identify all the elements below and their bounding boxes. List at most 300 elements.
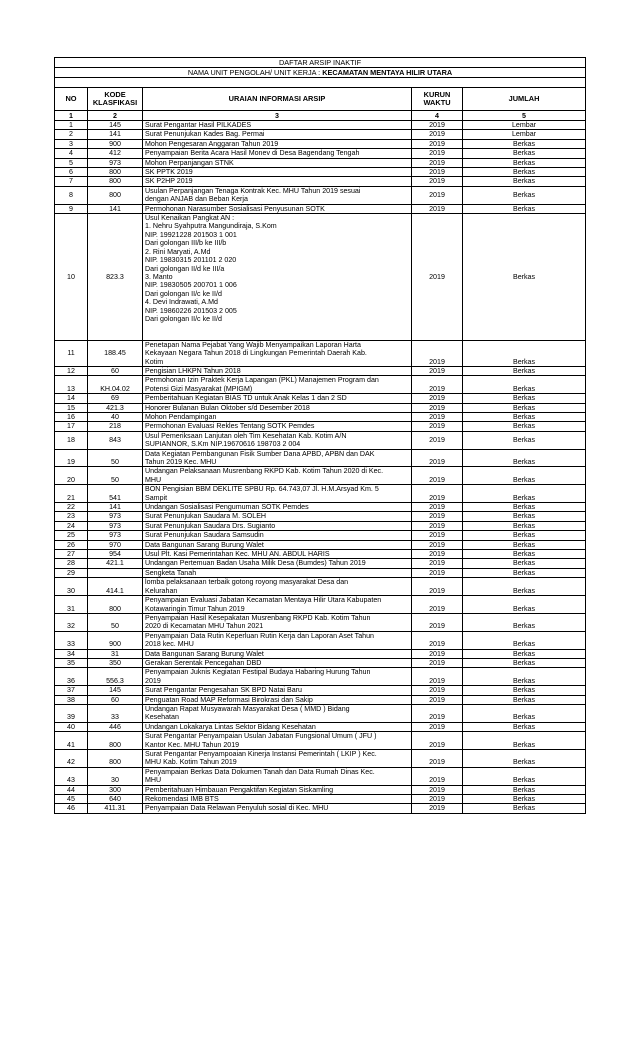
- uraian-line: dengan ANJAB dan Beban Kerja: [145, 195, 248, 204]
- row-kode: 31: [88, 649, 143, 658]
- row-kode: 141: [88, 204, 143, 213]
- uraian-line: Undangan Pelaksanaan Musrenbang RKPD Kab. Kotim Tahun 2020 di Kec.: [145, 467, 384, 476]
- row-kode: 640: [88, 795, 143, 804]
- row-kurun: 2019: [412, 139, 463, 148]
- row-jumlah: Berkas: [463, 578, 586, 596]
- row-uraian: [143, 686, 412, 695]
- table-row: [55, 658, 586, 667]
- row-kurun: 2019: [412, 568, 463, 577]
- table-row: [55, 130, 586, 139]
- uraian-line: Data Bangunan Sarang Burung Walet: [145, 540, 264, 549]
- row-no: 26: [55, 540, 88, 549]
- row-no: 8: [55, 186, 88, 204]
- row-jumlah: Berkas: [463, 804, 586, 813]
- row-uraian: [143, 376, 412, 394]
- row-kurun: 2019: [412, 366, 463, 375]
- table-row: [55, 340, 586, 366]
- row-jumlah: Berkas: [463, 658, 586, 667]
- row-kode: 350: [88, 658, 143, 667]
- uraian-line: Surat Penunjukan Saudara Drs. Sugianto: [145, 521, 276, 530]
- row-no: 45: [55, 795, 88, 804]
- row-no: 24: [55, 521, 88, 530]
- row-no: 43: [55, 767, 88, 785]
- uraian-line: Kantor Kec. MHU Tahun 2019: [145, 740, 240, 749]
- row-no: 25: [55, 531, 88, 540]
- row-kurun: 2019: [412, 177, 463, 186]
- row-no: 23: [55, 512, 88, 521]
- table-row: [55, 631, 586, 649]
- uraian-line: Surat Pengantar Hasil PILKADES: [145, 121, 252, 129]
- row-jumlah: Berkas: [463, 631, 586, 649]
- row-kurun: 2019: [412, 559, 463, 568]
- row-uraian: [143, 704, 412, 722]
- uraian-line: Dari golongan III/b ke III/b: [145, 239, 227, 248]
- table-row: [55, 568, 586, 577]
- uraian-line: 2020 di Kecamatan MHU Tahun 2021: [145, 622, 264, 631]
- row-no: 41: [55, 732, 88, 750]
- row-uraian: [143, 785, 412, 794]
- row-kode: 218: [88, 422, 143, 431]
- row-jumlah: Berkas: [463, 695, 586, 704]
- row-uraian: [143, 750, 412, 768]
- row-kurun: 2019: [412, 340, 463, 366]
- row-jumlah: Berkas: [463, 732, 586, 750]
- col-index-3: 3: [143, 111, 412, 121]
- table-row: [55, 422, 586, 431]
- uraian-line: Mohon Perpanjangan STNK: [145, 158, 234, 167]
- col-index-4: 4: [412, 111, 463, 121]
- row-jumlah: Berkas: [463, 214, 586, 341]
- row-kurun: 2019: [412, 540, 463, 549]
- header-no: NO: [55, 88, 88, 111]
- row-jumlah: Berkas: [463, 485, 586, 503]
- row-kode: 60: [88, 695, 143, 704]
- row-jumlah: Berkas: [463, 568, 586, 577]
- header-kode-line1: KODE: [104, 89, 126, 99]
- row-no: 31: [55, 596, 88, 614]
- row-uraian: [143, 578, 412, 596]
- row-no: 29: [55, 568, 88, 577]
- row-kurun: 2019: [412, 512, 463, 521]
- row-kurun: 2019: [412, 686, 463, 695]
- uraian-line: Usul Plt. Kasi Pemerintahan Kec. MHU AN. ABDUL HARIS: [145, 550, 330, 559]
- row-kode: 900: [88, 139, 143, 148]
- row-uraian: [143, 722, 412, 731]
- uraian-line: Usul Kenaikan Pangkat AN :: [145, 214, 235, 223]
- row-kode: 141: [88, 130, 143, 139]
- uraian-line: NIP. 19921228 201503 1 001: [145, 230, 237, 239]
- archive-table: [54, 57, 586, 814]
- unit-label: NAMA UNIT PENGOLAH/ UNIT KERJA :: [187, 67, 323, 77]
- row-kode: 50: [88, 613, 143, 631]
- row-kode: 69: [88, 394, 143, 403]
- row-uraian: [143, 422, 412, 431]
- row-kode: 40: [88, 412, 143, 421]
- table-row: [55, 578, 586, 596]
- row-jumlah: Berkas: [463, 158, 586, 167]
- row-kurun: 2019: [412, 168, 463, 177]
- table-row: [55, 158, 586, 167]
- col-index-2: 2: [88, 111, 143, 121]
- row-no: 34: [55, 649, 88, 658]
- row-jumlah: Berkas: [463, 649, 586, 658]
- row-kode: 800: [88, 186, 143, 204]
- row-kode: 30: [88, 767, 143, 785]
- header-kurun-line2: WAKTU: [423, 98, 451, 107]
- row-uraian: [143, 139, 412, 148]
- table-row: [55, 722, 586, 731]
- row-jumlah: Lembar: [463, 121, 586, 130]
- row-kurun: 2019: [412, 149, 463, 158]
- row-uraian: [143, 394, 412, 403]
- row-uraian: [143, 431, 412, 449]
- row-uraian: [143, 449, 412, 467]
- row-jumlah: Berkas: [463, 449, 586, 467]
- uraian-line: [145, 323, 409, 331]
- row-jumlah: Berkas: [463, 422, 586, 431]
- uraian-line: Honorer Bulanan Bulan Oktober s/d Desember 2018: [145, 403, 310, 412]
- table-row: [55, 613, 586, 631]
- row-kurun: 2019: [412, 394, 463, 403]
- document-title: DAFTAR ARSIP INAKTIF: [55, 58, 586, 68]
- row-uraian: [143, 130, 412, 139]
- row-kurun: 2019: [412, 503, 463, 512]
- uraian-line: Gerakan Serentak Pencegahan DBD: [145, 658, 262, 667]
- row-kurun: 2019: [412, 204, 463, 213]
- header-uraian: URAIAN INFORMASI ARSIP: [143, 88, 412, 111]
- table-row: [55, 550, 586, 559]
- row-uraian: [143, 695, 412, 704]
- uraian-line: NIP. 19830505 200701 1 006: [145, 281, 237, 290]
- uraian-line: NIP. 19830315 201101 2 020: [145, 256, 237, 265]
- row-jumlah: Berkas: [463, 531, 586, 540]
- row-kode: 414.1: [88, 578, 143, 596]
- uraian-line: Permohonan Narasumber Sosialisasi Penyusunan SOTK: [145, 204, 325, 213]
- row-uraian: [143, 186, 412, 204]
- uraian-line: Surat Penunjukan Saudara Samsudin: [145, 531, 264, 540]
- row-kode: 421.1: [88, 559, 143, 568]
- table-row: [55, 376, 586, 394]
- row-uraian: [143, 568, 412, 577]
- uraian-line: Usul Pemeriksaan Lanjutan oleh Tim Kesehatan Kab. Kotim A/N: [145, 431, 347, 440]
- uraian-line: 2. Rini Maryati, A.Md: [145, 247, 211, 256]
- uraian-line: Pemberitahuan Himbauan Pengaktifan Kegiatan Siskamling: [145, 785, 334, 794]
- row-kode: 50: [88, 467, 143, 485]
- table-row: [55, 186, 586, 204]
- row-no: 2: [55, 130, 88, 139]
- row-kurun: 2019: [412, 649, 463, 658]
- row-jumlah: Berkas: [463, 795, 586, 804]
- row-kurun: 2019: [412, 750, 463, 768]
- row-jumlah: Berkas: [463, 686, 586, 695]
- row-jumlah: Berkas: [463, 467, 586, 485]
- table-row: [55, 394, 586, 403]
- row-jumlah: Berkas: [463, 366, 586, 375]
- header-kurun: [412, 88, 463, 111]
- row-jumlah: Berkas: [463, 704, 586, 722]
- table-row: [55, 521, 586, 530]
- row-uraian: [143, 158, 412, 167]
- row-no: 36: [55, 668, 88, 686]
- table-row: [55, 168, 586, 177]
- uraian-line: Surat Penunjukan Saudara M. SOLEH: [145, 512, 267, 521]
- uraian-line: Surat Pengantar Penyampoaian Kinerja Instansi Pemerintah ( LKIP ) Kec.: [145, 750, 377, 759]
- table-row: [55, 403, 586, 412]
- uraian-line: Undangan Sosialisasi Pengumuman SOTK Pemdes: [145, 503, 309, 512]
- row-no: 38: [55, 695, 88, 704]
- row-jumlah: Berkas: [463, 340, 586, 366]
- uraian-line: 2018 kec. MHU: [145, 640, 194, 649]
- row-no: 18: [55, 431, 88, 449]
- uraian-line: Penetapan Nama Pejabat Yang Wajib Menyampaikan Laporan Harta: [145, 340, 361, 349]
- row-no: 11: [55, 340, 88, 366]
- row-jumlah: Berkas: [463, 503, 586, 512]
- row-no: 42: [55, 750, 88, 768]
- uraian-line: Kotim: [145, 357, 164, 366]
- row-uraian: [143, 512, 412, 521]
- row-no: 21: [55, 485, 88, 503]
- table-row: [55, 512, 586, 521]
- uraian-line: Penguatan Road MAP Reformasi Birokrasi dan Sakip: [145, 695, 313, 704]
- row-kurun: 2019: [412, 431, 463, 449]
- row-uraian: [143, 531, 412, 540]
- uraian-line: NIP. 19860226 201503 2 005: [145, 306, 237, 315]
- uraian-line: Penyampaian Berkas Data Dokumen Tanah dan Data Rumah Dinas Kec.: [145, 767, 375, 776]
- table-row: [55, 467, 586, 485]
- row-kode: 970: [88, 540, 143, 549]
- row-no: 28: [55, 559, 88, 568]
- uraian-line: Undangan Rapat Musyawarah Masyarakat Desa ( MMD ) Bidang: [145, 704, 350, 713]
- row-kode: 60: [88, 366, 143, 375]
- row-kode: 556.3: [88, 668, 143, 686]
- uraian-line: SUPIANNOR, S.Km NIP.19670616 198703 2 004: [145, 440, 301, 449]
- row-uraian: [143, 550, 412, 559]
- header-kode: [88, 88, 143, 111]
- uraian-line: Penyampaian Data Rutin Keperluan Rutin Kerja dan Laporan Aset Tahun: [145, 631, 374, 640]
- row-no: 20: [55, 467, 88, 485]
- row-kode: 800: [88, 596, 143, 614]
- uraian-line: Data Bangunan Sarang Burung Walet: [145, 649, 264, 658]
- uraian-line: Kelurahan: [145, 586, 178, 595]
- row-kode: KH.04.02: [88, 376, 143, 394]
- row-uraian: [143, 204, 412, 213]
- row-kurun: 2019: [412, 485, 463, 503]
- table-row: [55, 686, 586, 695]
- table-row: [55, 785, 586, 794]
- table-row: [55, 139, 586, 148]
- row-kode: 843: [88, 431, 143, 449]
- row-kurun: 2019: [412, 186, 463, 204]
- archive-sheet: [54, 57, 585, 814]
- row-uraian: [143, 149, 412, 158]
- uraian-line: Rekomendasi IMB BTS: [145, 795, 219, 804]
- row-uraian: [143, 658, 412, 667]
- row-no: 7: [55, 177, 88, 186]
- table-row: [55, 366, 586, 375]
- row-kode: 541: [88, 485, 143, 503]
- row-no: 35: [55, 658, 88, 667]
- row-kode: 145: [88, 686, 143, 695]
- row-kurun: 2019: [412, 130, 463, 139]
- row-jumlah: Berkas: [463, 186, 586, 204]
- row-kode: 446: [88, 722, 143, 731]
- uraian-line: Permohonan Evaluasi Rekles Tentang SOTK Pemdes: [145, 422, 315, 431]
- uraian-line: Data Kegiatan Pembangunan Fisik Sumber Dana APBD, APBN dan DAK: [145, 449, 375, 458]
- row-kurun: 2019: [412, 631, 463, 649]
- uraian-line: Penyampaian Berita Acara Hasil Monev di Desa Bagendang Tengah: [145, 149, 360, 158]
- uraian-line: Dari golongan II/d ke III/a: [145, 264, 225, 273]
- row-kode: 800: [88, 168, 143, 177]
- row-uraian: [143, 804, 412, 813]
- col-index-5: 5: [463, 111, 586, 121]
- row-jumlah: Berkas: [463, 512, 586, 521]
- row-kode: 33: [88, 704, 143, 722]
- row-jumlah: Lembar: [463, 130, 586, 139]
- row-no: 6: [55, 168, 88, 177]
- row-uraian: [143, 366, 412, 375]
- row-no: 12: [55, 366, 88, 375]
- row-kurun: 2019: [412, 613, 463, 631]
- row-jumlah: Berkas: [463, 177, 586, 186]
- uraian-line: Undangan Pertemuan Badan Usaha Milik Desa (Bumdes) Tahun 2019: [145, 559, 366, 568]
- table-row: [55, 767, 586, 785]
- uraian-line: Usulan Perpanjangan Tenaga Kontrak Kec. MHU Tahun 2019 sesuai: [145, 186, 361, 195]
- row-kurun: 2019: [412, 121, 463, 130]
- row-jumlah: Berkas: [463, 613, 586, 631]
- uraian-line: Mohon Pengesaran Anggaran Tahun 2019: [145, 139, 279, 148]
- table-row: [55, 804, 586, 813]
- row-kurun: 2019: [412, 658, 463, 667]
- table-row: [55, 531, 586, 540]
- row-jumlah: Berkas: [463, 376, 586, 394]
- row-no: 46: [55, 804, 88, 813]
- row-jumlah: Berkas: [463, 204, 586, 213]
- row-kurun: 2019: [412, 704, 463, 722]
- uraian-line: Permohonan Izin Praktek Kerja Lapangan (PKL) Manajemen Program dan: [145, 376, 379, 385]
- table-row: [55, 412, 586, 421]
- row-kurun: 2019: [412, 578, 463, 596]
- row-no: 14: [55, 394, 88, 403]
- row-uraian: [143, 521, 412, 530]
- uraian-line: Kotawaringin Timur Tahun 2019: [145, 604, 245, 613]
- row-uraian: [143, 340, 412, 366]
- row-kurun: 2019: [412, 376, 463, 394]
- table-row: [55, 750, 586, 768]
- row-uraian: [143, 649, 412, 658]
- header-kode-line2: KLASFIKASI: [92, 98, 138, 107]
- table-row: [55, 503, 586, 512]
- row-kurun: 2019: [412, 804, 463, 813]
- uraian-line: Kekayaan Negara Tahun 2018 di Lingkungan Pemerintah Daerah Kab.: [145, 349, 367, 358]
- uraian-line: 1. Nehru Syahputra Mangundiraja, S.Kom: [145, 222, 277, 231]
- row-kurun: 2019: [412, 732, 463, 750]
- row-kurun: 2019: [412, 158, 463, 167]
- row-no: 37: [55, 686, 88, 695]
- row-jumlah: Berkas: [463, 559, 586, 568]
- uraian-line: MHU: [145, 776, 162, 785]
- row-kode: 411.31: [88, 804, 143, 813]
- uraian-line: Pemberitahuan Kegiatan BIAS TD untuk Anak Kelas 1 dan 2 SD: [145, 394, 347, 403]
- row-uraian: [143, 596, 412, 614]
- uraian-line: Penyampaian Evaluasi Jabatan Kecamatan Mentaya Hilir Utara Kabupaten: [145, 596, 382, 605]
- table-row: [55, 485, 586, 503]
- uraian-line: Kesehatan: [145, 713, 179, 722]
- uraian-line: BON Pengisian BBM DEKLITE SPBU Rp. 64.743,07 Jl. H.M.Arsyad Km. 5: [145, 485, 379, 494]
- row-jumlah: Berkas: [463, 168, 586, 177]
- row-kurun: 2019: [412, 422, 463, 431]
- row-uraian: [143, 503, 412, 512]
- row-no: 17: [55, 422, 88, 431]
- row-no: 27: [55, 550, 88, 559]
- row-no: 39: [55, 704, 88, 722]
- row-kode: 973: [88, 158, 143, 167]
- table-row: [55, 449, 586, 467]
- row-uraian: [143, 412, 412, 421]
- uraian-line: Tahun 2019 Kec. MHU: [145, 458, 217, 467]
- uraian-line: Pengisian LHKPN Tahun 2018: [145, 366, 241, 375]
- table-row: [55, 668, 586, 686]
- row-jumlah: Berkas: [463, 412, 586, 421]
- row-uraian: [143, 168, 412, 177]
- row-uraian: [143, 559, 412, 568]
- row-jumlah: Berkas: [463, 521, 586, 530]
- row-kode: 900: [88, 631, 143, 649]
- row-kurun: 2019: [412, 767, 463, 785]
- row-uraian: [143, 467, 412, 485]
- row-kode: [88, 568, 143, 577]
- table-row: [55, 540, 586, 549]
- row-kurun: 2019: [412, 695, 463, 704]
- row-no: 22: [55, 503, 88, 512]
- table-row: [55, 795, 586, 804]
- uraian-line: Mohon Pendampingan: [145, 412, 217, 421]
- table-row: [55, 695, 586, 704]
- uraian-line: Penyampaian Juknis Kegiatan Festipal Budaya Habaring Hurung Tahun: [145, 668, 371, 677]
- row-kode: 954: [88, 550, 143, 559]
- row-kode: 973: [88, 521, 143, 530]
- row-jumlah: Berkas: [463, 550, 586, 559]
- row-uraian: [143, 613, 412, 631]
- row-jumlah: Berkas: [463, 722, 586, 731]
- header-jumlah: JUMLAH: [463, 88, 586, 111]
- table-row: [55, 732, 586, 750]
- uraian-line: 2019: [145, 676, 161, 685]
- uraian-line: SK PPTK 2019: [145, 168, 193, 177]
- uraian-line: Potensi Gizi Masyarakat (MPIGM): [145, 384, 253, 393]
- row-jumlah: Berkas: [463, 394, 586, 403]
- row-kode: 800: [88, 177, 143, 186]
- row-no: 32: [55, 613, 88, 631]
- uraian-line: Penyampaian Hasil Kesepakatan Musrenbang RKPD Kab. Kotim Tahun: [145, 613, 371, 622]
- row-no: 40: [55, 722, 88, 731]
- row-kurun: 2019: [412, 531, 463, 540]
- uraian-line: lomba pelaksanaan terbaik gotong royong masyarakat Desa dan: [145, 578, 349, 587]
- row-kode: 300: [88, 785, 143, 794]
- row-uraian: [143, 121, 412, 130]
- uraian-line: Penyampaian Data Relawan Penyuluh sosial di Kec. MHU: [145, 804, 329, 813]
- table-row: [55, 649, 586, 658]
- row-uraian: [143, 177, 412, 186]
- row-kurun: 2019: [412, 521, 463, 530]
- row-kode: 421.3: [88, 403, 143, 412]
- uraian-line: 3. Manto: [145, 272, 173, 281]
- row-kode: 145: [88, 121, 143, 130]
- col-index-1: 1: [55, 111, 88, 121]
- row-jumlah: Berkas: [463, 750, 586, 768]
- row-uraian: [143, 403, 412, 412]
- table-row: [55, 596, 586, 614]
- uraian-line: Sengketa Tanah: [145, 568, 197, 577]
